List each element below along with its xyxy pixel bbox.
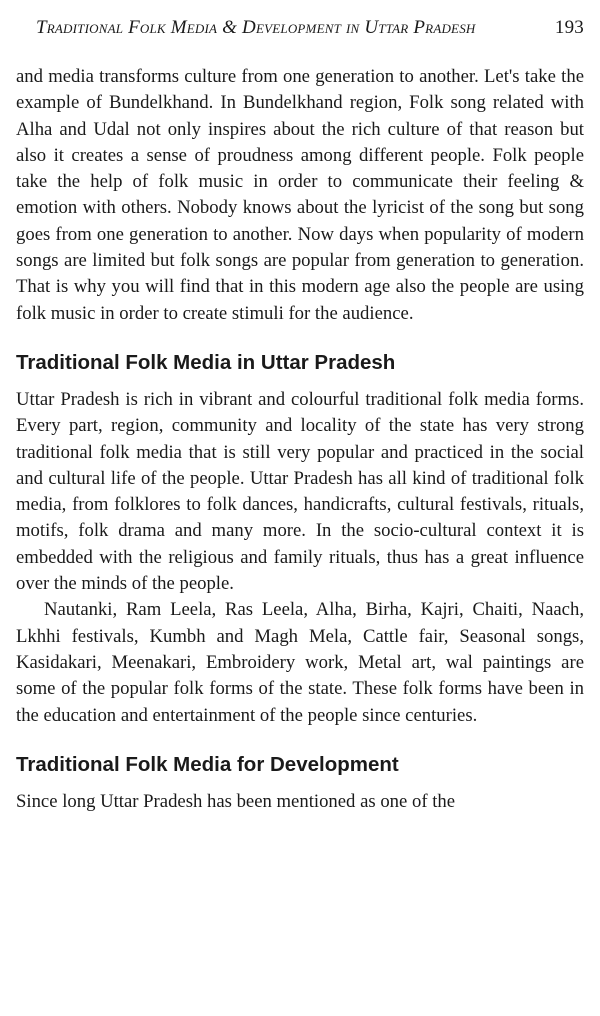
- paragraph-development: Since long Uttar Pradesh has been mentioned as one of the: [16, 790, 456, 812]
- paragraph-intro: and media transforms culture from one generation to another. Let's take the example of Bundelkhand. In Bundelkhand region, Folk song related with Alha and Udal not only inspires about the rich culture of that reason but also it creates a sense of proudness among different people. Folk people take the help of folk music in order to communicate their feeling & emotion with others. Nobody knows about the lyricist of the song but song goes from one generation to another. Now days when popularity of modern songs are limited but folk songs are popular from generation to generation. That is why you will find that in this modern age also the people are using folk music in order to create stimuli for the audience.: [16, 66, 584, 324]
- section-heading-folk-media-up: Traditional Folk Media in Uttar Pradesh: [16, 350, 396, 374]
- running-title: Traditional Folk Media & Development in Uttar Pradesh: [36, 17, 476, 38]
- page-number: 193: [554, 17, 584, 38]
- running-header: [36, 17, 584, 43]
- paragraph-up-folk-forms: Nautanki, Ram Leela, Ras Leela, Alha, Birha, Kajri, Chaiti, Naach, Lkhhi festivals, Kumbh and Magh Mela, Cattle fair, Seasonal songs, Kasidakari, Meenakari, Embroidery work, Metal art, wal paintings are some of the popular folk forms of the state. These folk forms have been in the education and entertainment of the people since centuries.: [16, 599, 584, 726]
- book-page: [16, 0, 584, 1016]
- page-content: [16, 64, 584, 815]
- section-heading-folk-media-development: Traditional Folk Media for Development: [16, 752, 399, 776]
- paragraph-up-overview: Uttar Pradesh is rich in vibrant and colourful traditional folk media forms. Every part, region, community and locality of the state has very strong traditional folk media that is still very popular and practiced in the social and cultural life of the people. Uttar Pradesh has all kind of traditional folk media, from folklores to folk dances, handicrafts, cultural festivals, rituals, motifs, folk drama and many more. In the socio-cultural context it is embedded with the religious and family rituals, thus has a great influence over the minds of the people.: [16, 388, 584, 595]
